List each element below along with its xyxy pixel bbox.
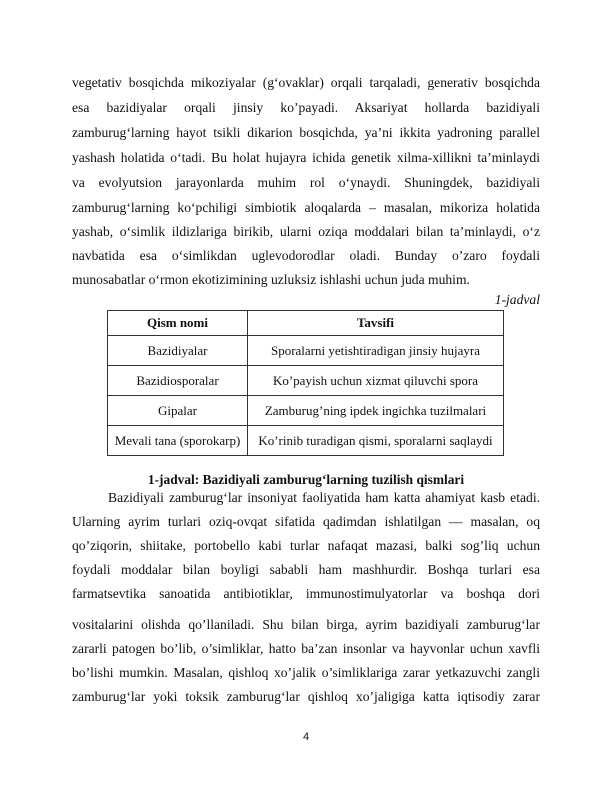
text-line: farmatsevtika sanoatida antibiotiklar, immunostimulyatorlar va boshqa dori	[72, 586, 540, 601]
text-line: zararli patogen bo’lib, o’simliklar, hatto ba’zan insonlar va hayvonlar uchun xavfli	[72, 641, 540, 656]
text-line: zamburug‘lar yoki toksik zamburug‘lar qishloq xo’jaligiga katta iqtisodiy zarar	[72, 689, 540, 704]
text-line: munosabatlar o‘rmon ekotizimining uzluksiz ishlashi uchun juda muhim.	[72, 272, 470, 287]
table-header-row	[108, 311, 504, 336]
table-cell: Bazidiosporalar	[108, 366, 248, 396]
table-row	[108, 426, 504, 456]
text-line: esa bazidiyalar orqali jinsiy ko’payadi. Aksariyat hollarda bazidiyali	[72, 100, 540, 115]
text-line: zamburug‘larning ko‘pchiligi simbiotik aloqalarda – masalan, mikoriza holatida	[72, 200, 540, 215]
table-cell: Ko’payish uchun xizmat qiluvchi spora	[248, 366, 504, 396]
table-cell: Gipalar	[108, 396, 248, 426]
text-line: navbatida esa o‘simlikdan uglevodorodlar oladi. Bunday o’zaro foydali	[72, 248, 540, 263]
table-label: 1-jadval	[494, 292, 540, 307]
text-line: zamburug‘larning hayot tsikli dikarion bosqichda, ya’ni ikkita yadroning parallel	[72, 125, 540, 140]
text-line: vositalarini olishda qo’llaniladi. Shu bilan birga, ayrim bazidiyali zamburug‘lar	[72, 617, 540, 632]
table-cell: Bazidiyalar	[108, 336, 248, 366]
table-cell: Sporalarni yetishtiradigan jinsiy hujayra	[248, 336, 504, 366]
header-cell: Tavsifi	[248, 311, 504, 336]
table-row	[108, 366, 504, 396]
text-line: foydali moddalar bilan boyligi sababli ham mashhurdir. Boshqa turlari esa	[72, 562, 540, 577]
table-row	[108, 396, 504, 426]
table-cell: Ko’rinib turadigan qismi, sporalarni saqlaydi	[248, 426, 504, 456]
page-number: 4	[302, 731, 310, 743]
text-line: yashab, o‘simlik ildizlariga birikib, ularni oziqa moddalari bilan ta’minlaydi, o‘z	[72, 224, 540, 239]
table-cell: Zamburug’ning ipdek ingichka tuzilmalari	[248, 396, 504, 426]
text-line: vegetativ bosqichda mikoziyalar (g‘ovaklar) orqali tarqaladi, generativ bosqichda	[72, 75, 540, 90]
text-line: qo’ziqorin, shiitake, portobello kabi turlar nafaqat mazasi, balki sog’liq uchun	[72, 538, 540, 553]
structure-table	[107, 310, 504, 456]
text-line: Ularning ayrim turlari oziq-ovqat sifatida qadimdan ishlatilgan — masalan, oq	[72, 514, 540, 529]
table-row	[108, 336, 504, 366]
table-caption: 1-jadval: Bazidiyali zamburug‘larning tuzilish qismlari	[147, 472, 465, 487]
text-line: bo’lishi mumkin. Masalan, qishloq xo’jalik o’simliklariga zarar yetkazuvchi zangli	[72, 665, 540, 680]
text-line: va evolyutsion jarayonlarda muhim rol o‘ynaydi. Shuningdek, bazidiyali	[72, 175, 540, 190]
table-cell: Mevali tana (sporokarp)	[108, 426, 248, 456]
header-cell: Qism nomi	[108, 311, 248, 336]
text-line: yashash holatida o‘tadi. Bu holat hujayra ichida genetik xilma-xillikni ta’minlaydi	[72, 150, 540, 165]
text-line: Bazidiyali zamburug‘lar insoniyat faoliyatida ham katta ahamiyat kasb etadi.	[108, 490, 540, 505]
